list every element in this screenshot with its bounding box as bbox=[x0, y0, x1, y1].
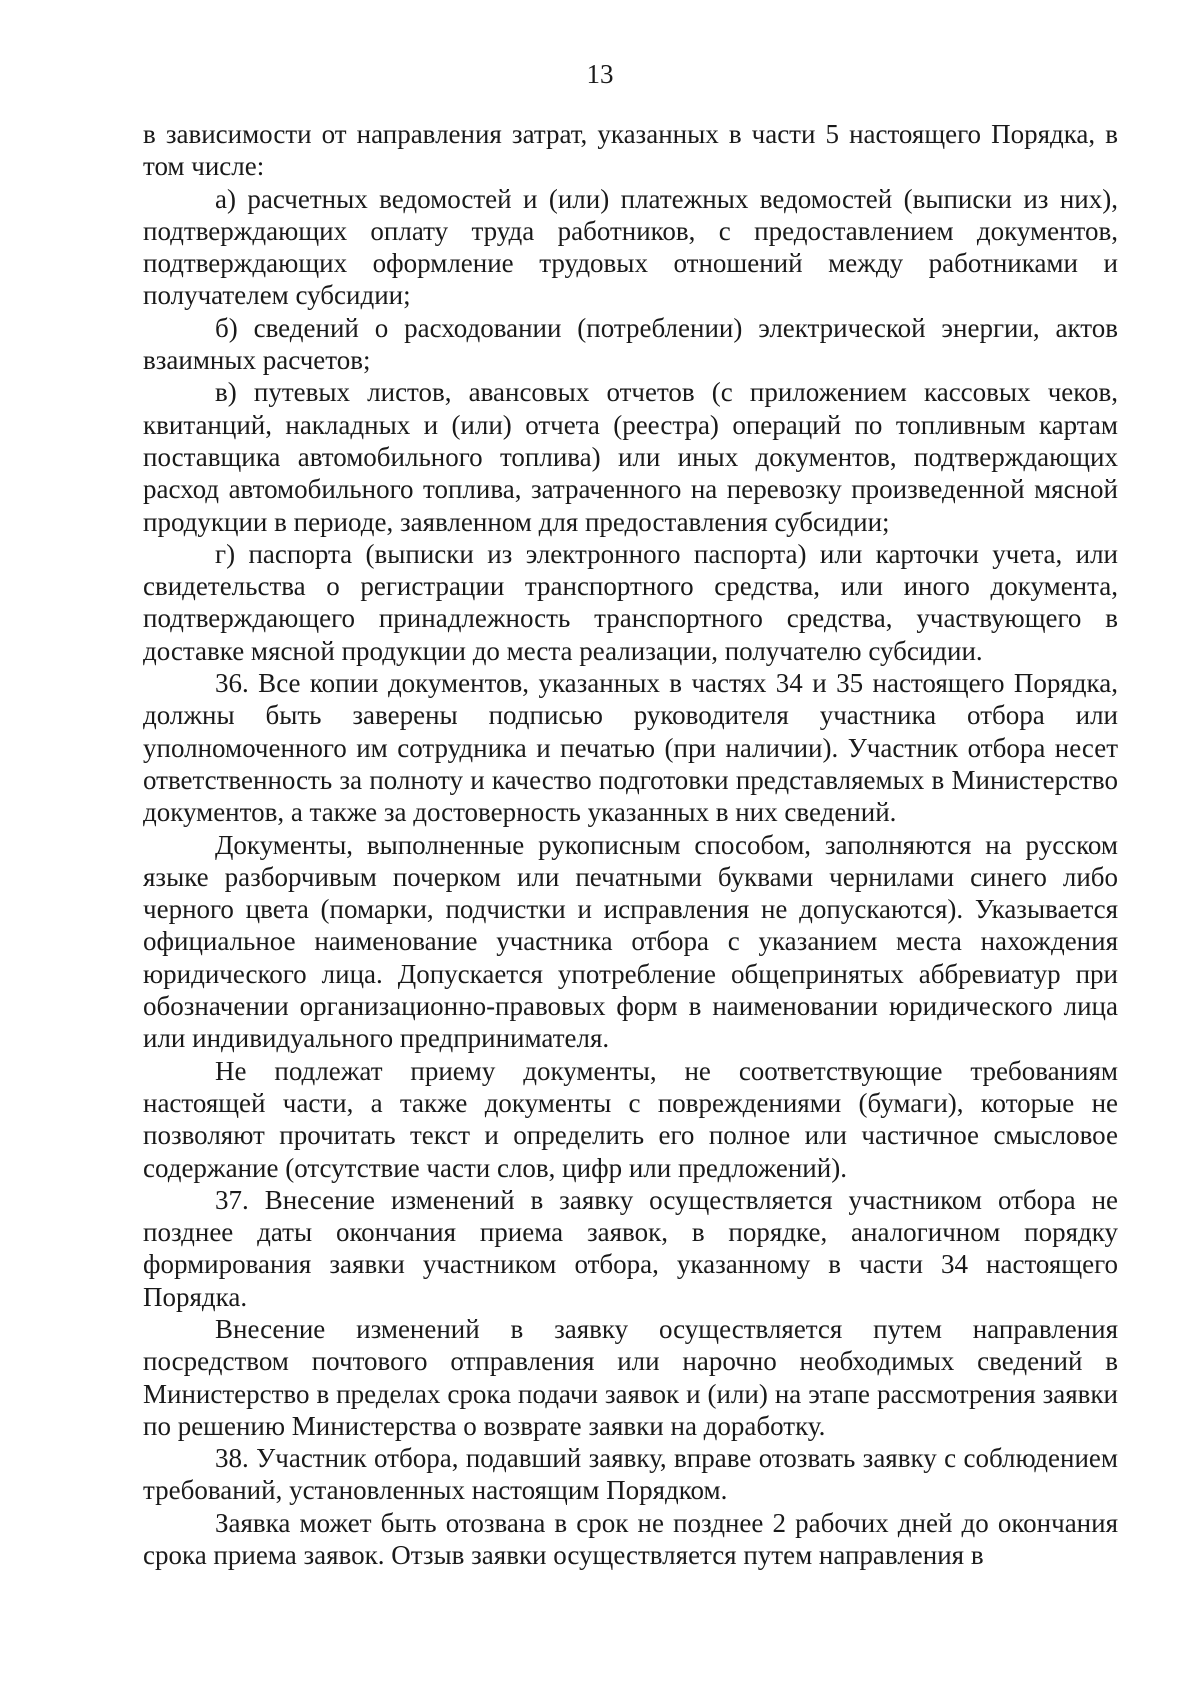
paragraph-36: 36. Все копии документов, указанных в частях 34 и 35 настоящего Порядка, должны быть заверены подписью руководителя участника отбора или уполномоченного им сотрудника и печатью (при наличии). Участник отбора несет ответственность за полноту и качество подготовки представляемых в Министерство документов, а также за достоверность указанных в них сведений. bbox=[143, 668, 1118, 828]
paragraph-continuation: в зависимости от направления затрат, указанных в части 5 настоящего Порядка, в том числе: bbox=[143, 119, 1118, 182]
paragraph-37: 37. Внесение изменений в заявку осуществляется участником отбора не позднее даты окончания приема заявок, в порядке, аналогичном порядку формирования заявки участником отбора, указанному в части 34 настоящего Порядка. bbox=[143, 1184, 1118, 1312]
paragraph-item-g: г) паспорта (выписки из электронного паспорта) или карточки учета, или свидетельства о регистрации транспортного средства, или иного документа, подтверждающего принадлежность транспортного средства, участвующего в доставке мясной продукции до места реализации, получателю субсидии. bbox=[143, 538, 1118, 666]
paragraph-handwritten-documents: Документы, выполненные рукописным способом, заполняются на русском языке разборчивым почерком или печатными буквами чернилами синего либо черного цвета (помарки, подчистки и исправления не допускаются). Указывается официальное наименование участника отбора с указанием места нахождения юридического лица. Допускается употребление общепринятых аббревиатур при обозначении организационно-правовых форм в наименовании юридического лица или индивидуального предпринимателя. bbox=[143, 829, 1118, 1054]
paragraph-38: 38. Участник отбора, подавший заявку, вправе отозвать заявку с соблюдением требований, установленных настоящим Порядком. bbox=[143, 1443, 1118, 1506]
paragraph-item-a: а) расчетных ведомостей и (или) платежных ведомостей (выписки из них), подтверждающих оплату труда работников, с предоставлением документов, подтверждающих оформление трудовых отношений между работниками и получателем субсидии; bbox=[143, 183, 1118, 311]
paragraph-withdrawal: Заявка может быть отозвана в срок не позднее 2 рабочих дней до окончания срока приема заявок. Отзыв заявки осуществляется путем направления в bbox=[143, 1507, 1118, 1571]
document-body bbox=[143, 118, 1118, 1571]
paragraph-item-b: б) сведений о расходовании (потреблении) электрической энергии, актов взаимных расчетов; bbox=[143, 312, 1118, 376]
paragraph-changes-procedure: Внесение изменений в заявку осуществляется путем направления посредством почтового отправления или нарочно необходимых сведений в Министерство в пределах срока подачи заявок и (или) на этапе рассмотрения заявки по решению Министерства о возврате заявки на доработку. bbox=[143, 1313, 1118, 1441]
paragraph-item-v: в) путевых листов, авансовых отчетов (с приложением кассовых чеков, квитанций, накладных и (или) отчета (реестра) операций по топливным картам поставщика автомобильного топлива) или иных документов, подтверждающих расход автомобильного топлива, затраченного на перевозку произведенной мясной продукции в периоде, заявленном для предоставления субсидии; bbox=[143, 377, 1118, 537]
paragraph-rejection: Не подлежат приему документы, не соответствующие требованиям настоящей части, а также документы с повреждениями (бумаги), которые не позволяют прочитать текст и определить его полное или частичное смысловое содержание (отсутствие части слов, цифр или предложений). bbox=[143, 1055, 1118, 1183]
page-number: 13 bbox=[586, 59, 614, 89]
